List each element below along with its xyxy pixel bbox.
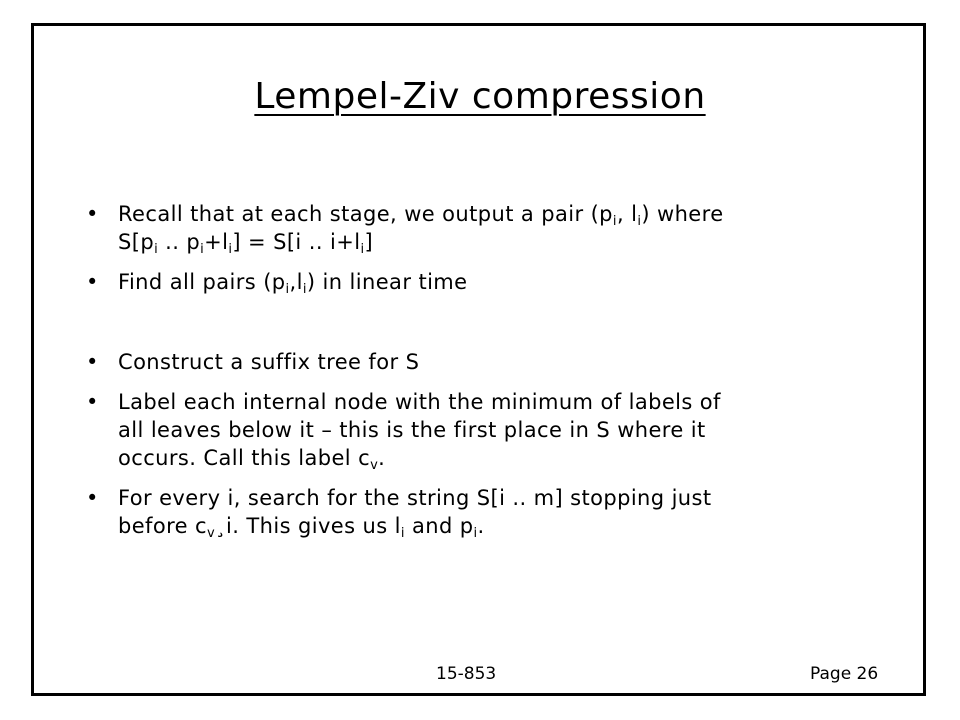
bullet-list xyxy=(84,200,884,540)
footer-course-number: 15-853 xyxy=(436,664,497,684)
bullet-construct-suffix-tree: • Construct a suffix tree for S xyxy=(84,348,884,376)
slide-title: Lempel-Ziv compression xyxy=(254,76,706,117)
bullet-search-string: • For every i, search for the string S[i .. m] stopping just before $c_v¸i$. This gives us $l_i$ and $p_i$. xyxy=(84,484,884,540)
bullet-find-pairs: • Find all pairs $(p_i,l_i)$ in linear time xyxy=(84,268,884,296)
bullet-recall-pair: • Recall that at each stage, we output a pair ($p_i$, $l_i$) where $S[p_i$ .. $p_i+l_i] = S[i$ .. $i+l_i$] xyxy=(84,200,884,256)
bullet-label-internal-node: • Label each internal node with the minimum of labels of all leaves below it – this is the first place in S where it occurs. Call this label $c_v$. xyxy=(84,388,884,472)
footer-page-number: Page 26 xyxy=(810,664,879,684)
